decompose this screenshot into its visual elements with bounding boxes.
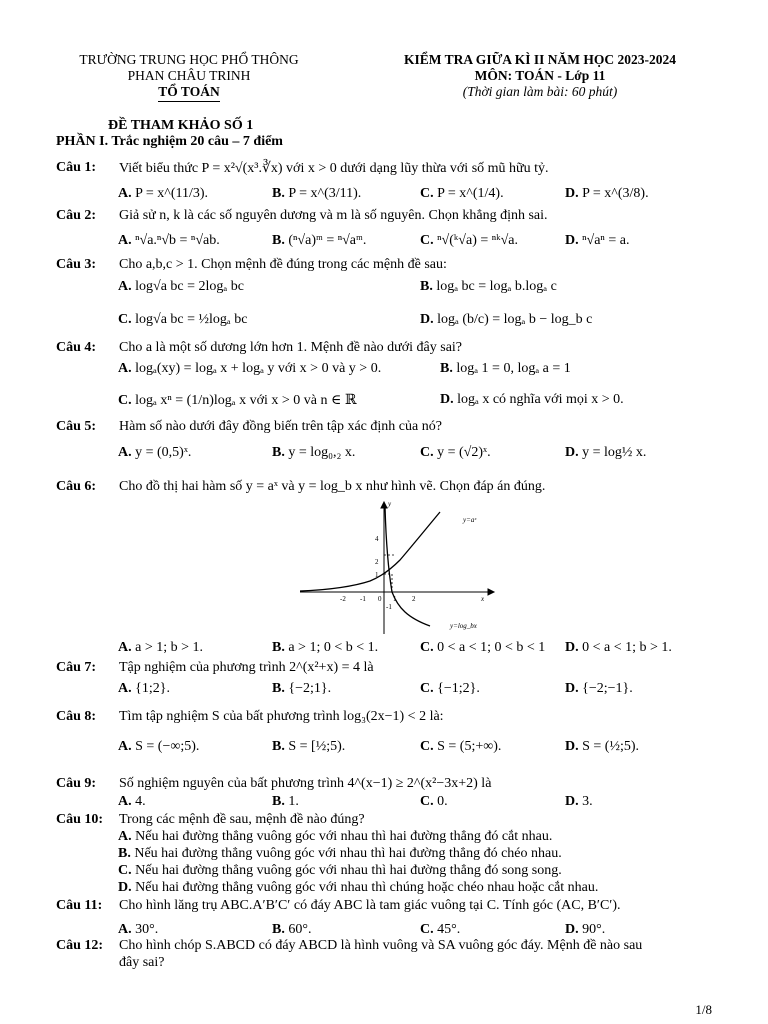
- option-value: 30°.: [135, 922, 159, 937]
- option-key: C.: [420, 445, 434, 460]
- question-label: Câu 7:: [56, 660, 97, 675]
- option-value: log√a bc = ½logₐ bc: [135, 312, 248, 327]
- answer-option[interactable]: [272, 681, 331, 697]
- option-key: B.: [272, 922, 285, 937]
- answer-option[interactable]: [118, 829, 552, 845]
- option-key: B.: [272, 186, 285, 201]
- option-key: D.: [565, 445, 579, 460]
- tick-y2: 2: [375, 558, 379, 566]
- option-value: a > 1; b > 1.: [135, 640, 204, 655]
- answer-option[interactable]: [272, 739, 345, 755]
- option-key: B.: [420, 279, 433, 294]
- exam-subject: MÔN: TOÁN - Lớp 11: [474, 68, 606, 83]
- option-key: C.: [118, 863, 132, 878]
- option-key: A.: [118, 640, 132, 655]
- school-name-line1: TRƯỜNG TRUNG HỌC PHỔ THÔNG: [79, 52, 299, 67]
- option-value: 0 < a < 1; b > 1.: [582, 640, 672, 655]
- exp-curve: [300, 512, 440, 591]
- answer-option[interactable]: [118, 361, 381, 377]
- exp-curve-label: y=aˣ: [463, 516, 477, 524]
- option-value: S = (−∞;5).: [135, 739, 200, 754]
- question-text: Cho hình chóp S.ABCD có đáy ABCD là hình vuông và SA vuông góc đáy. Mệnh đề nào sau: [119, 938, 643, 953]
- question-label: Câu 5:: [56, 419, 97, 434]
- option-key: D.: [565, 922, 579, 937]
- option-key: C.: [420, 681, 434, 696]
- question-label: Câu 12:: [56, 938, 104, 953]
- option-key: C.: [420, 739, 434, 754]
- option-key: A.: [118, 922, 132, 937]
- option-value: ⁿ√a.ⁿ√b = ⁿ√ab.: [135, 233, 220, 248]
- option-value: P = x^(1/4).: [437, 186, 504, 201]
- tick-x1: 1: [393, 595, 397, 603]
- option-key: D.: [420, 312, 434, 327]
- option-value: ⁿ√(ᵏ√a) = ⁿᵏ√a.: [437, 233, 518, 248]
- option-value: P = x^(11/3).: [135, 186, 209, 201]
- tick-y1: 1: [375, 571, 379, 579]
- option-key: A.: [118, 681, 132, 696]
- option-key: C.: [420, 640, 434, 655]
- option-key: B.: [440, 361, 453, 376]
- question-label: Câu 1:: [56, 160, 97, 175]
- option-value: 0.: [437, 794, 448, 809]
- option-key: D.: [565, 186, 579, 201]
- answer-option[interactable]: [420, 794, 448, 810]
- answer-option[interactable]: [565, 445, 646, 461]
- question-text: Cho a là một số dương lớn hơn 1. Mệnh đề nào dưới đây sai?: [119, 340, 463, 355]
- school-name-line2: PHAN CHÂU TRINH: [127, 68, 251, 83]
- option-key: C.: [420, 922, 434, 937]
- tick-x-1: -1: [360, 595, 366, 603]
- answer-option[interactable]: [118, 279, 244, 295]
- option-key: A.: [118, 794, 132, 809]
- option-value: (ⁿ√a)ᵐ = ⁿ√aᵐ.: [288, 233, 367, 248]
- option-value: logₐ (b/c) = logₐ b − log_b c: [437, 312, 593, 327]
- option-value: logₐ 1 = 0, logₐ a = 1: [456, 361, 571, 376]
- function-graph: [300, 498, 500, 634]
- option-key: B.: [272, 794, 285, 809]
- option-key: D.: [565, 739, 579, 754]
- answer-option[interactable]: [118, 233, 220, 249]
- option-value: {−2;−1}.: [582, 681, 633, 696]
- question-label: Câu 8:: [56, 709, 97, 724]
- option-value: {−1;2}.: [437, 681, 480, 696]
- answer-option[interactable]: [118, 392, 356, 409]
- option-key: A.: [118, 279, 132, 294]
- option-key: D.: [565, 681, 579, 696]
- answer-option[interactable]: [272, 186, 361, 202]
- answer-option[interactable]: [565, 794, 593, 810]
- option-value: S = (5;+∞).: [437, 739, 502, 754]
- question-label: Câu 4:: [56, 340, 97, 355]
- question-text-continued: đây sai?: [119, 955, 165, 970]
- answer-option[interactable]: [118, 445, 191, 461]
- option-key: B.: [118, 846, 131, 861]
- answer-option[interactable]: [420, 279, 557, 295]
- exam-title: KIỂM TRA GIỮA KÌ II NĂM HỌC 2023-2024: [404, 52, 676, 67]
- answer-option[interactable]: [565, 186, 649, 202]
- answer-option[interactable]: [420, 922, 460, 938]
- question-label: Câu 3:: [56, 257, 97, 272]
- question-label: Câu 6:: [56, 479, 97, 494]
- log-curve-label: y=log_bx: [450, 622, 477, 630]
- question-text: Cho a,b,c > 1. Chọn mệnh đề đúng trong các mệnh đề sau:: [119, 257, 447, 272]
- option-value: Nếu hai đường thẳng vuông góc với nhau thì hai đường thẳng đó song song.: [135, 863, 562, 878]
- answer-option[interactable]: [440, 361, 571, 377]
- answer-option[interactable]: [118, 681, 170, 697]
- option-value: S = [½;5).: [288, 739, 346, 754]
- option-key: D.: [565, 640, 579, 655]
- question-text: Số nghiệm nguyên của bất phương trình 4^(x−1) ≥ 2^(x²−3x+2) là: [119, 776, 492, 791]
- option-key: C.: [420, 186, 434, 201]
- option-value: logₐ xⁿ = (1/n)logₐ x với x > 0 và n ∈ ℝ: [135, 393, 357, 408]
- option-value: 45°.: [437, 922, 461, 937]
- option-value: P = x^(3/11).: [288, 186, 362, 201]
- option-value: 1.: [288, 794, 299, 809]
- question-text: Viết biểu thức P = x²√(x³.∛x) với x > 0 dưới dạng lũy thừa với số mũ hữu tỷ.: [119, 161, 549, 176]
- option-value: 4.: [135, 794, 146, 809]
- option-value: logₐ x có nghĩa với mọi x > 0.: [457, 392, 624, 407]
- option-value: 3.: [582, 794, 593, 809]
- page-number: 1/8: [695, 1002, 712, 1017]
- x-axis-arrow: [488, 589, 494, 595]
- answer-option[interactable]: [118, 922, 158, 938]
- answer-option[interactable]: [565, 922, 605, 938]
- y-axis-label: y: [388, 500, 392, 508]
- option-key: C.: [118, 393, 132, 408]
- option-key: B.: [272, 233, 285, 248]
- answer-option[interactable]: [420, 640, 545, 656]
- option-value: S = (½;5).: [582, 739, 640, 754]
- question-text: Trong các mệnh đề sau, mệnh đề nào đúng?: [119, 812, 365, 827]
- option-value: 0 < a < 1; 0 < b < 1: [437, 640, 546, 655]
- option-value: a > 1; 0 < b < 1.: [288, 640, 379, 655]
- option-key: B.: [272, 681, 285, 696]
- answer-option[interactable]: [118, 794, 146, 810]
- question-text: Hàm số nào dưới đây đồng biến trên tập xác định của nó?: [119, 419, 442, 434]
- answer-option[interactable]: [118, 312, 247, 328]
- exam-time: (Thời gian làm bài: 60 phút): [462, 84, 618, 99]
- answer-option[interactable]: [118, 640, 203, 656]
- question-label: Câu 9:: [56, 776, 97, 791]
- option-value: y = log₀,₂ x.: [288, 445, 356, 460]
- school-header: [50, 52, 328, 102]
- tick-x0: 0: [378, 595, 382, 603]
- option-key: A.: [118, 445, 132, 460]
- option-key: D.: [565, 794, 579, 809]
- option-key: C.: [420, 794, 434, 809]
- option-value: {1;2}.: [135, 681, 170, 696]
- option-value: y = log½ x.: [582, 445, 647, 460]
- option-value: ⁿ√aⁿ = a.: [582, 233, 630, 248]
- question-label: Câu 10:: [56, 812, 104, 827]
- option-value: Nếu hai đường thẳng vuông góc với nhau thì hai đường thẳng đó chéo nhau.: [134, 846, 562, 861]
- question-text: Tìm tập nghiệm S của bất phương trình log₃(2x−1) < 2 là:: [119, 709, 444, 724]
- answer-option[interactable]: [565, 739, 639, 755]
- answer-option[interactable]: [272, 640, 378, 656]
- doc-title: ĐỀ THAM KHẢO SỐ 1: [108, 118, 254, 133]
- question-text: Tập nghiệm của phương trình 2^(x²+x) = 4 là: [119, 660, 374, 675]
- option-key: C.: [118, 312, 132, 327]
- option-value: 90°.: [582, 922, 606, 937]
- option-key: A.: [118, 186, 132, 201]
- part-title: PHẦN I. Trắc nghiệm 20 câu – 7 điểm: [56, 134, 283, 149]
- answer-option[interactable]: [272, 445, 355, 461]
- option-value: P = x^(3/8).: [582, 186, 649, 201]
- answer-option[interactable]: [118, 863, 562, 879]
- option-key: A.: [118, 829, 132, 844]
- x-axis-label: x: [481, 595, 485, 603]
- exam-header: [350, 52, 730, 100]
- answer-option[interactable]: [118, 186, 208, 202]
- tick-x-2: -2: [340, 595, 346, 603]
- option-value: {−2;1}.: [288, 681, 332, 696]
- department: TỔ TOÁN: [158, 84, 219, 102]
- tick-x2: 2: [412, 595, 416, 603]
- answer-option[interactable]: [565, 233, 629, 249]
- question-text: Cho hình lăng trụ ABC.A′B′C′ có đáy ABC là tam giác vuông tại C. Tính góc (AC, B′C′).: [119, 898, 621, 913]
- option-key: D.: [440, 392, 454, 407]
- option-value: Nếu hai đường thẳng vuông góc với nhau thì chúng hoặc chéo nhau hoặc cắt nhau.: [135, 880, 599, 895]
- tick-y4: 4: [375, 535, 379, 543]
- answer-option[interactable]: [420, 186, 504, 202]
- option-value: Nếu hai đường thẳng vuông góc với nhau thì hai đường thẳng đó cắt nhau.: [135, 829, 553, 844]
- option-key: C.: [420, 233, 434, 248]
- option-key: B.: [272, 640, 285, 655]
- option-value: logₐ(xy) = logₐ x + logₐ y với x > 0 và y > 0.: [135, 361, 382, 376]
- option-key: B.: [272, 445, 285, 460]
- answer-option[interactable]: [565, 681, 633, 697]
- answer-option[interactable]: [272, 794, 299, 810]
- answer-option[interactable]: [118, 739, 199, 755]
- answer-option[interactable]: [272, 233, 366, 249]
- option-value: 60°.: [288, 922, 312, 937]
- question-text: Cho đồ thị hai hàm số y = aˣ và y = log_b x như hình vẽ. Chọn đáp án đúng.: [119, 479, 546, 494]
- answer-option[interactable]: [420, 681, 480, 697]
- answer-option[interactable]: [118, 846, 562, 862]
- answer-option[interactable]: [118, 880, 598, 896]
- option-value: y = (0,5)ˣ.: [135, 445, 192, 460]
- answer-option[interactable]: [272, 922, 311, 938]
- option-key: D.: [565, 233, 579, 248]
- answer-option[interactable]: [420, 739, 501, 755]
- answer-option[interactable]: [440, 392, 624, 408]
- answer-option[interactable]: [420, 312, 592, 328]
- answer-option[interactable]: [420, 445, 491, 461]
- y-axis-arrow: [381, 502, 387, 508]
- option-key: D.: [118, 880, 132, 895]
- question-text: Giả sử n, k là các số nguyên dương và m là số nguyên. Chọn khẳng định sai.: [119, 208, 548, 223]
- tick-y-1: -1: [386, 603, 392, 611]
- option-value: logₐ bc = logₐ b.logₐ c: [436, 279, 557, 294]
- answer-option[interactable]: [565, 640, 672, 656]
- option-value: log√a bc = 2logₐ bc: [135, 279, 244, 294]
- question-label: Câu 11:: [56, 898, 103, 913]
- option-value: y = (√2)ˣ.: [437, 445, 491, 460]
- option-key: A.: [118, 233, 132, 248]
- answer-option[interactable]: [420, 233, 518, 249]
- option-key: A.: [118, 361, 132, 376]
- option-key: B.: [272, 739, 285, 754]
- option-key: A.: [118, 739, 132, 754]
- question-label: Câu 2:: [56, 208, 97, 223]
